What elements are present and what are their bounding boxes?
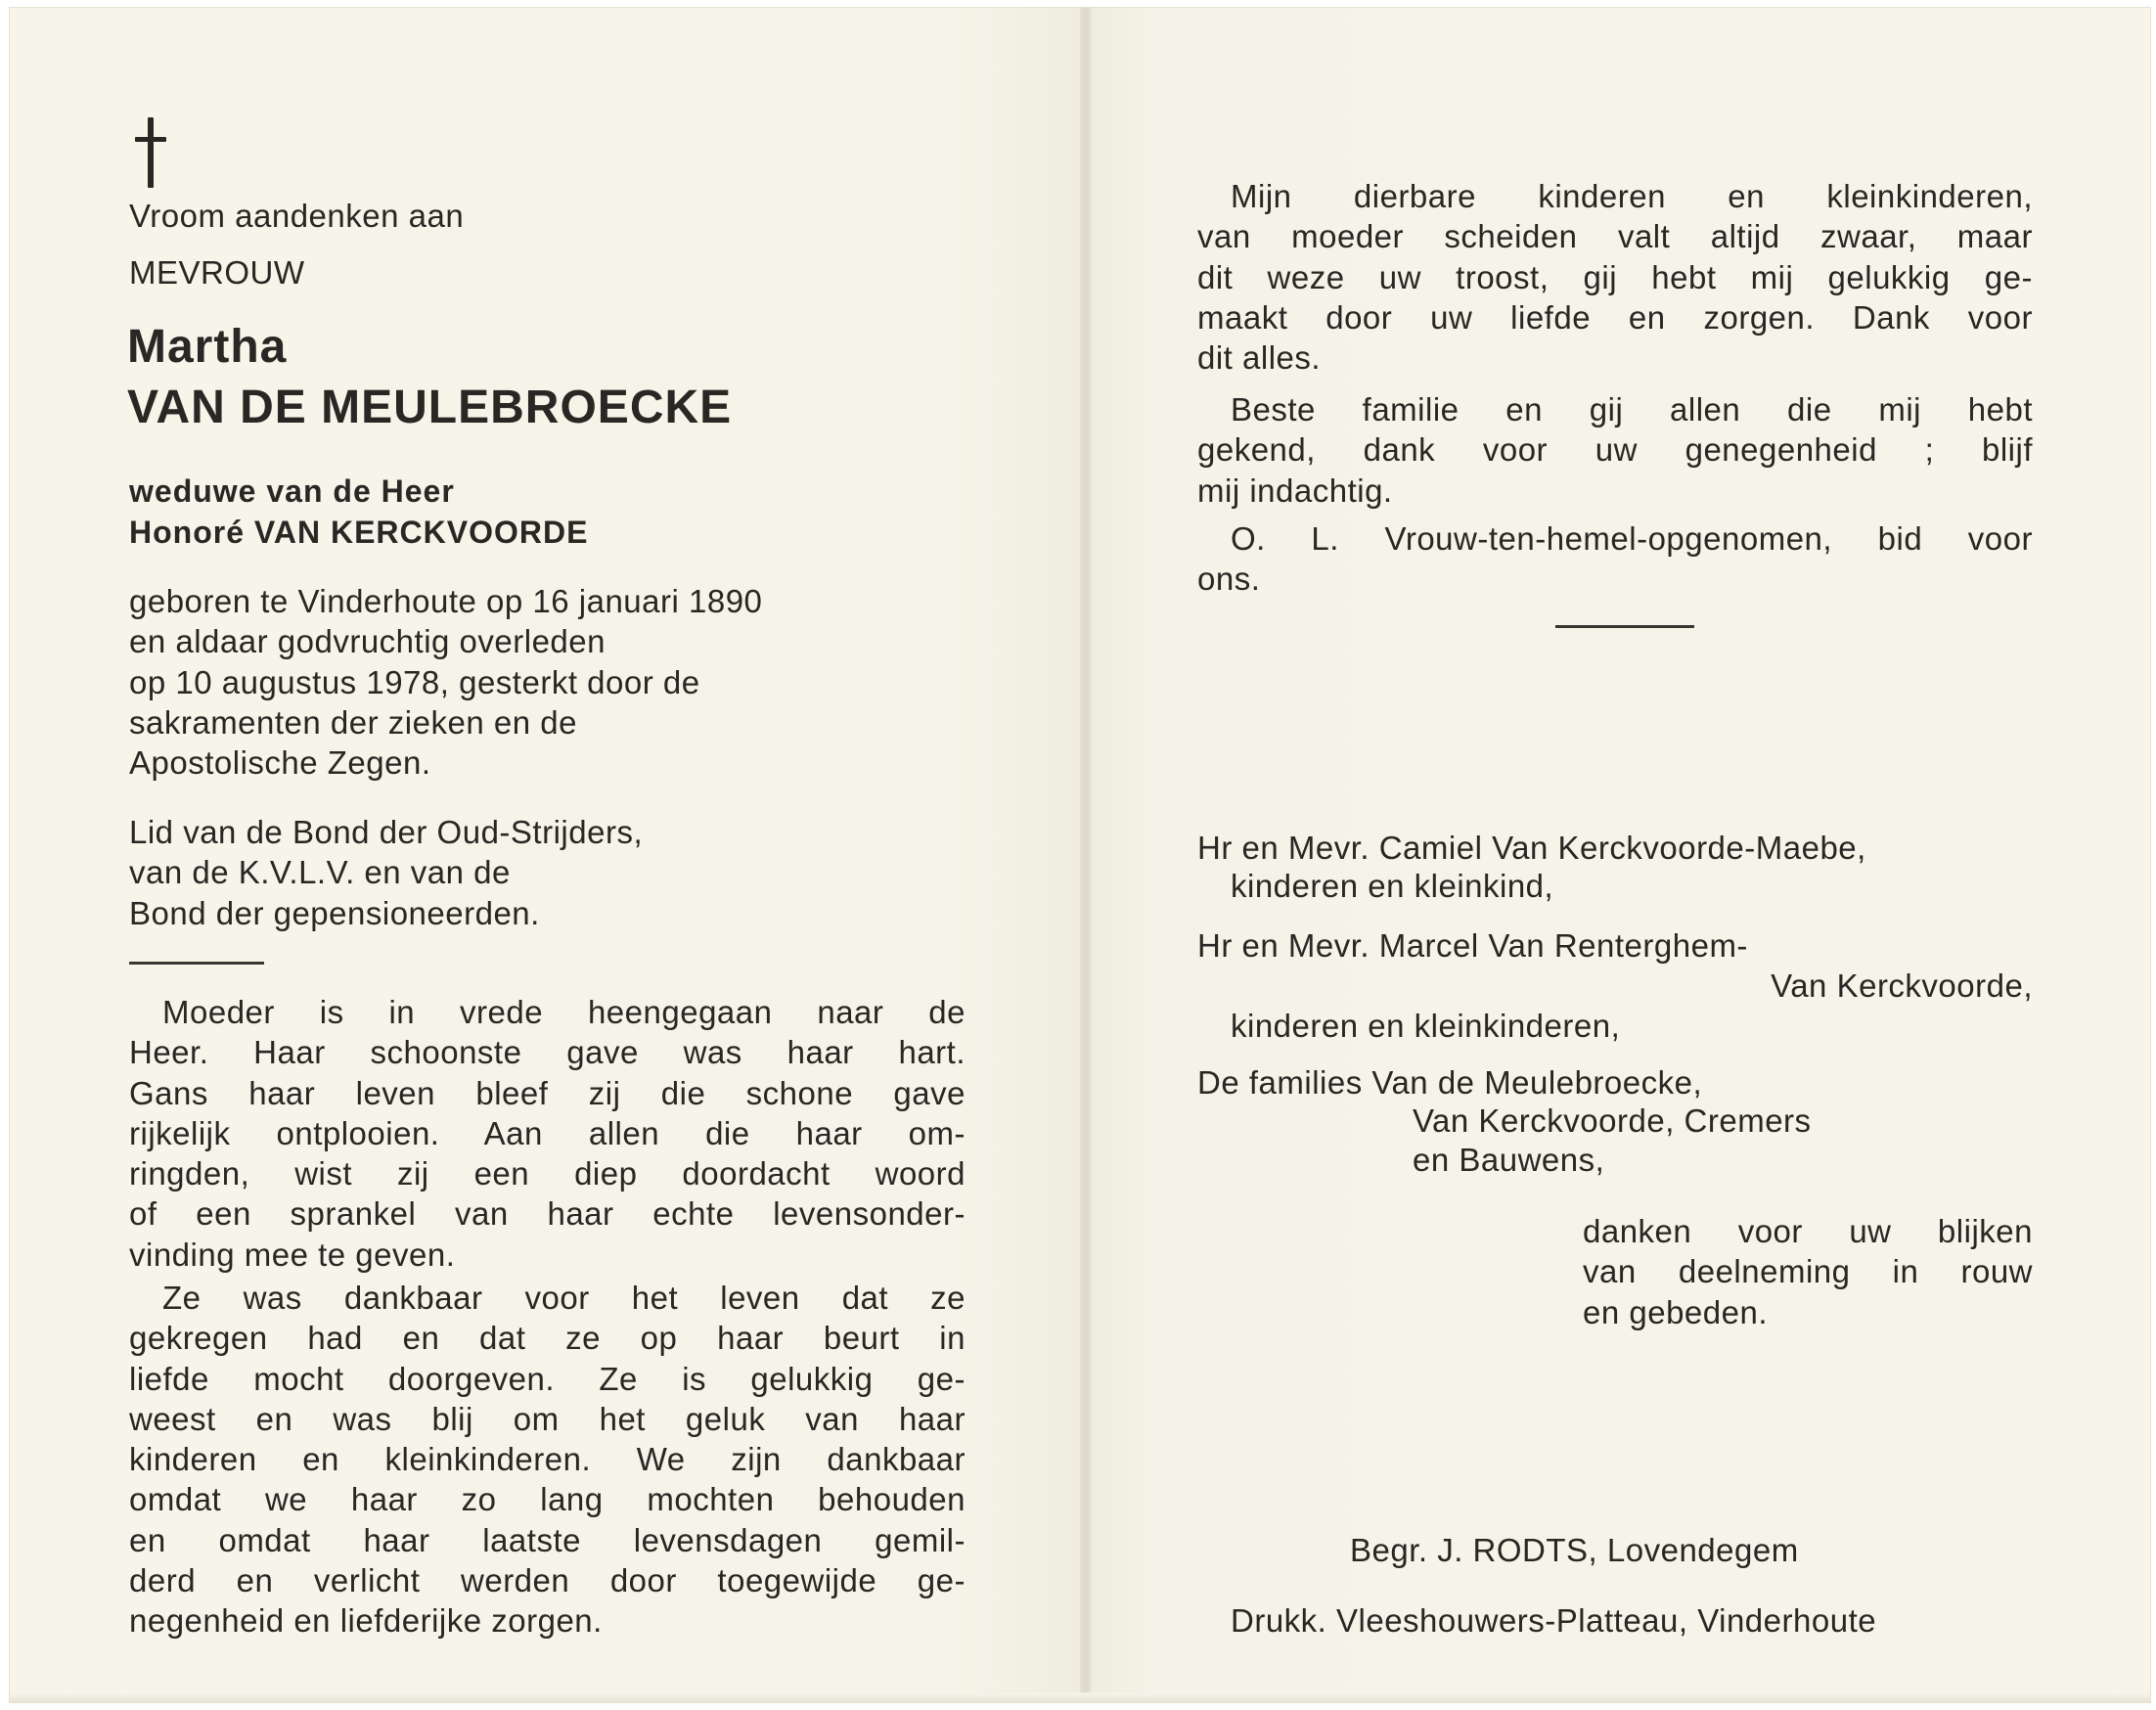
family-1-line-1: Hr en Mevr. Camiel Van Kerckvoorde-Maebe, (1197, 830, 1866, 866)
text-line: van deelneming in rouw (1583, 1253, 2033, 1290)
family-2-line-1: Hr en Mevr. Marcel Van Renterghem- (1197, 927, 1748, 964)
text-line: negenheid en liefderijke zorgen. (129, 1602, 603, 1640)
text-line: dit alles. (1197, 339, 1322, 377)
printer-line: Drukk. Vleeshouwers-Platteau, Vinderhoute (1231, 1602, 1877, 1639)
widow-line-2: Honoré VAN KERCKVOORDE (129, 515, 589, 550)
text-line: rijkelijk ontplooien. Aan allen die haar om- (129, 1114, 966, 1151)
cross-icon (127, 117, 176, 188)
intro-text: Vroom aandenken aan (129, 198, 465, 234)
text-line: derd en verlicht werden door toegewijde ge- (129, 1562, 966, 1599)
text-line: gekend, dank voor uw genegenheid ; blijf (1197, 431, 2033, 469)
widow-line-1: weduwe van de Heer (129, 473, 455, 509)
families-line-1: De families Van de Meulebroecke, (1197, 1064, 1703, 1101)
text-line: O. L. Vrouw-ten-hemel-opgenomen, bid voor (1231, 520, 2033, 557)
families-line-2: Van Kerckvoorde, Cremers (1413, 1102, 1812, 1139)
tribute-paragraph-1 (129, 992, 966, 1275)
text-line: maakt door uw liefde en zorgen. Dank voor (1197, 298, 2033, 336)
text-line: ons. (1197, 561, 1261, 598)
memorial-card (10, 8, 2150, 1702)
text-line: ringden, wist zij een diep doordacht woord (129, 1155, 966, 1192)
undertaker-line: Begr. J. RODTS, Lovendegem (1350, 1532, 1799, 1568)
text-line: mij indachtig. (1197, 472, 1393, 509)
birth-line: Apostolische Zegen. (129, 744, 431, 782)
text-line: Moeder is in vrede heengegaan naar de (162, 994, 966, 1030)
farewell-paragraph-2 (1197, 389, 2033, 511)
text-line: Heer. Haar schoonste gave was haar hart. (129, 1034, 966, 1071)
birth-line: en aldaar godvruchtig overleden (129, 623, 606, 660)
text-line: of een sprankel van haar echte levensonder- (129, 1195, 966, 1233)
families-line-3: en Bauwens, (1413, 1142, 1605, 1178)
card-fold (1080, 8, 1092, 1702)
family-2-line-3: kinderen en kleinkinderen, (1231, 1008, 1621, 1044)
tribute-paragraph-2 (129, 1278, 966, 1642)
family-1-line-2: kinderen en kleinkind, (1231, 868, 1554, 904)
text-line: liefde mocht doorgeven. Ze is gelukkig ge- (129, 1360, 966, 1397)
divider-rule (1555, 625, 1694, 628)
thanks-paragraph (1583, 1211, 2033, 1332)
membership-paragraph (129, 812, 643, 933)
membership-line: van de K.V.L.V. en van de (129, 854, 511, 891)
birth-line: geboren te Vinderhoute op 16 januari 1890 (129, 583, 763, 619)
birth-death-paragraph (129, 581, 762, 783)
text-line: weest en was blij om het geluk van haar (129, 1400, 966, 1437)
last-name: VAN DE MEULEBROECKE (127, 382, 733, 433)
right-page (1092, 8, 2150, 1702)
text-line: kinderen en kleinkinderen. We zijn dankbaar (129, 1441, 966, 1478)
text-line: gekregen had en dat ze op haar beurt in (129, 1320, 966, 1357)
text-line: en gebeden. (1583, 1293, 1769, 1330)
text-line: van moeder scheiden valt altijd zwaar, maar (1197, 218, 2033, 255)
text-line: vinding mee te geven. (129, 1236, 456, 1273)
text-line: Gans haar leven bleef zij die schone gave (129, 1074, 966, 1111)
text-line: dit weze uw troost, gij hebt mij gelukkig ge- (1197, 258, 2033, 295)
text-line: Beste familie en gij allen die mij hebt (1231, 391, 2033, 428)
farewell-paragraph-1 (1197, 176, 2033, 378)
membership-line: Bond der gepensioneerden. (129, 894, 540, 931)
honorific: MEVROUW (129, 254, 305, 291)
left-page (10, 8, 1080, 1702)
text-line: Mijn dierbare kinderen en kleinkinderen, (1231, 178, 2033, 214)
first-name: Martha (127, 321, 288, 373)
text-line: danken voor uw blijken (1583, 1213, 2033, 1249)
membership-line: Lid van de Bond der Oud-Strijders, (129, 814, 644, 850)
birth-line: op 10 augustus 1978, gesterkt door de (129, 663, 700, 700)
family-2-line-2: Van Kerckvoorde, (1771, 968, 2033, 1004)
text-line: omdat we haar zo lang mochten behouden (129, 1481, 966, 1518)
text-line: Ze was dankbaar voor het leven dat ze (162, 1280, 966, 1316)
divider-rule (129, 962, 264, 965)
card-bottom-edge (10, 1692, 2150, 1702)
prayer-paragraph (1197, 518, 2033, 600)
text-line: en omdat haar laatste levensdagen gemil- (129, 1521, 966, 1558)
birth-line: sakramenten der zieken en de (129, 703, 577, 741)
